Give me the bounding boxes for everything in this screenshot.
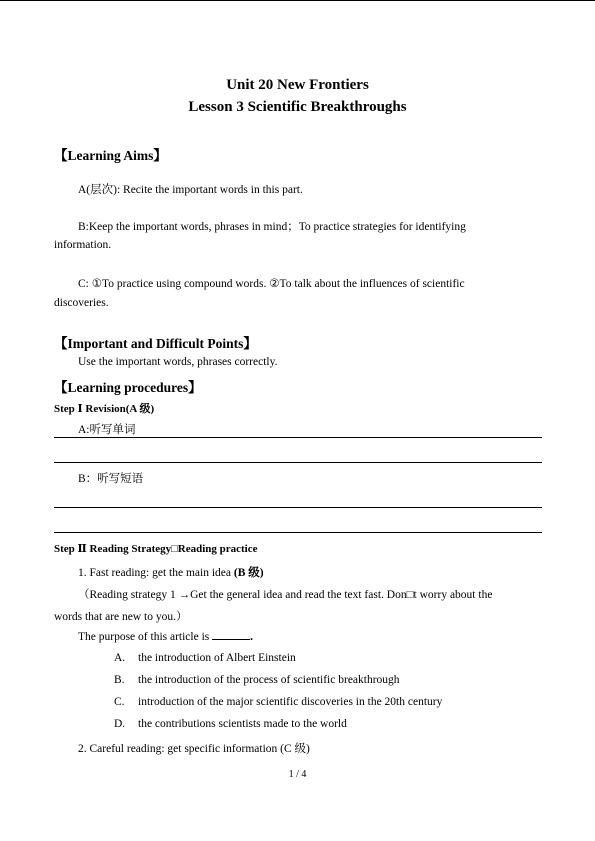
- option-text: the contributions scientists made to the world: [138, 718, 347, 730]
- purpose-prefix: The purpose of this article is: [78, 631, 213, 643]
- option-a[interactable]: [114, 652, 296, 664]
- important-points-heading: 【Important and Difficult Points】: [54, 336, 257, 351]
- option-text: the introduction of Albert Einstein: [138, 652, 296, 664]
- aim-a: A(层次): Recite the important words in this part.: [78, 184, 303, 196]
- important-points-text: Use the important words, phrases correctly.: [78, 356, 278, 368]
- aim-b-line1: B:Keep the important words, phrases in mind；To practice strategies for identifying: [78, 221, 466, 233]
- page-number: 1 / 4: [288, 769, 307, 780]
- answer-line: [54, 532, 542, 533]
- answer-line: [54, 437, 542, 438]
- option-letter: C.: [114, 696, 125, 708]
- answer-blank[interactable]: [212, 630, 250, 640]
- reading-strategy-line1: （Reading strategy 1 →Get the general idea and read the text fast. Don□t worry about the: [78, 589, 493, 601]
- answer-line: [54, 507, 542, 508]
- option-c[interactable]: [114, 696, 442, 708]
- aim-c-line1: C: ①To practice using compound words. ②To talk about the influences of scientific: [78, 278, 465, 290]
- step1-heading: Step Ⅰ Revision(A 级): [54, 403, 155, 415]
- dictation-phrases-label: B：听写短语: [78, 473, 144, 485]
- unit-title: Unit 20 New Frontiers: [226, 77, 369, 93]
- learning-aims-heading: 【Learning Aims】: [54, 148, 167, 163]
- option-text: the introduction of the process of scientific breakthrough: [138, 674, 400, 686]
- aim-c-line2: discoveries.: [54, 297, 109, 309]
- careful-reading-line: 2. Careful reading: get specific information (C 级): [78, 743, 310, 755]
- fast-reading-line: [78, 564, 264, 580]
- option-text: introduction of the major scientific discoveries in the 20th century: [138, 696, 443, 708]
- purpose-question: [78, 630, 253, 643]
- option-d[interactable]: [114, 718, 347, 730]
- option-letter: A.: [114, 652, 126, 664]
- purpose-suffix: .: [250, 631, 254, 643]
- fast-reading-level: (B 级): [233, 567, 264, 579]
- reading-strategy-line2: words that are new to you.）: [54, 611, 188, 623]
- page-top-border: [0, 0, 595, 1]
- step2-heading: Step Ⅱ Reading Strategy□Reading practice: [54, 543, 258, 555]
- answer-line: [54, 462, 542, 463]
- learning-procedures-heading: 【Learning procedures】: [54, 380, 202, 395]
- dictation-words-label: A:听写单词: [78, 424, 136, 436]
- lesson-title: Lesson 3 Scientific Breakthroughs: [188, 99, 407, 115]
- option-letter: D.: [114, 718, 126, 730]
- aim-b-line2: information.: [54, 239, 112, 251]
- option-letter: B.: [114, 674, 125, 686]
- fast-reading-label: 1. Fast reading: get the main idea: [78, 567, 234, 579]
- option-b[interactable]: [114, 674, 400, 686]
